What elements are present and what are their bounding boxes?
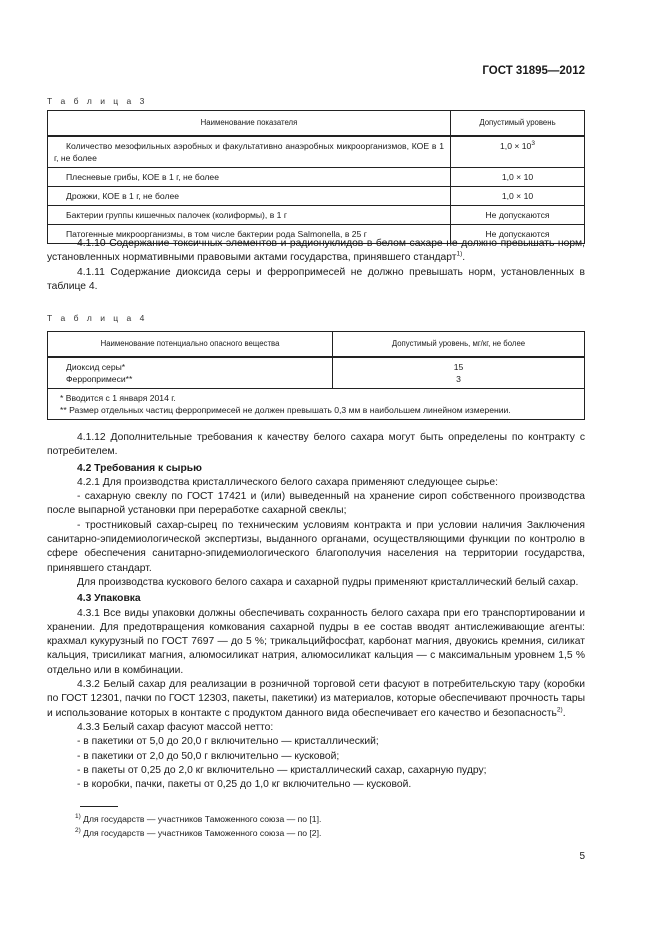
footnote-text: Для государств — участников Таможенного союза — по [2]. bbox=[83, 828, 322, 839]
footnote-text: Для государств — участников Таможенного союза — по [1]. bbox=[83, 814, 322, 824]
table-row bbox=[48, 187, 585, 206]
table3-header-name: Наименование показателя bbox=[48, 111, 451, 137]
table-row bbox=[48, 136, 585, 168]
table-note: * Вводится с 1 января 2014 г. bbox=[60, 393, 176, 403]
footnote bbox=[47, 812, 585, 826]
section-heading: 4.3 Упаковка bbox=[77, 593, 141, 605]
list-item: - в пакеты от 0,25 до 2,0 кг включительно — кристаллический сахар, сахарную пудру; bbox=[77, 764, 487, 776]
table3-header-value: Допустимый уровень bbox=[451, 111, 585, 137]
table4 bbox=[47, 331, 585, 420]
paragraph-4-3-2: 4.3.2 Белый сахар для реализации в розничной торговой сети фасуют в потребительскую тару (коробки по ГОСТ 12301, пачки по ГОСТ 12303, пакеты, пакетики) из материалов, которые обеспечивают прочность тары и использование которых в контакте с продуктом данного вида обеспечивает его качество и безопасность bbox=[47, 679, 585, 719]
table-row bbox=[48, 168, 585, 187]
section-heading: 4.2 Требования к сырью bbox=[77, 462, 202, 474]
paragraph-4-1-12: 4.1.12 Дополнительные требования к качеству белого сахара могут быть определены по контракту с потребителем. bbox=[47, 432, 585, 458]
table-note: ** Размер отдельных частиц ферропримесей не должен превышать 0,3 мм в наибольшем линейном измерении. bbox=[60, 405, 511, 415]
cell-name: Ферропримеси** bbox=[66, 374, 133, 384]
paragraph-4-2-1: 4.2.1 Для производства кристаллического белого сахара применяют следующее сырье: bbox=[77, 476, 498, 488]
table-row bbox=[48, 206, 585, 225]
page-number: 5 bbox=[579, 851, 585, 862]
cell-value: 3 bbox=[456, 374, 461, 384]
value-text: 1,0 × 10 bbox=[500, 141, 532, 151]
footnotes bbox=[47, 812, 585, 841]
footnote-ref: 1) bbox=[456, 250, 463, 258]
cell-value bbox=[451, 136, 585, 168]
cell-name: Дрожжи, КОЕ в 1 г, не более bbox=[48, 187, 451, 206]
cell-value: Не допускаются bbox=[451, 225, 585, 244]
cell-value: 1,0 × 10 bbox=[451, 168, 585, 187]
cell-name: Диоксид серы* bbox=[66, 362, 126, 372]
list-item: - тростниковый сахар-сырец по техническим условиям контракта и при условии наличия Заключения санитарно-эпидемиологической экспертизы, выданного органами, осуществляющими функции по контролю в сфере обеспечения санитарно-эпидемиологического благополучия населения на территории государства, принявшего стандарт. bbox=[47, 519, 585, 574]
cell-name: Плесневые грибы, КОЕ в 1 г, не более bbox=[48, 168, 451, 187]
paragraph-4-3-1: 4.3.1 Все виды упаковки должны обеспечивать сохранность белого сахара при его транспортировании и хранении. Для предотвращения комкования сахарной пудры в ее состав вводят антислеживающие агенты: крахмал кукурузный по ГОСТ 7697 — до 5 %; трикальцийфосфат, карбонат магния, двуокись кремния, силикат кальция, трисиликат магния, алюмосиликат натрия, алюмосиликат кальция — с максимальным уровнем 1,5 % отдельно или в комбинации. bbox=[47, 607, 585, 676]
paragraph-text: 4.1.10 Содержание токсичных элементов и радионуклидов в белом сахаре не должно превышать норм, установленных нормативными правовыми актами государства, принявшего стандарт bbox=[47, 238, 585, 264]
footnote-mark: 2) bbox=[75, 827, 81, 835]
paragraph-4-1-10: 4.1.10 Содержание токсичных элементов и радионуклидов в белом сахаре не должно превышать норм, установленных нормативными правовыми актами государства, принявшего стандарт$^{1)}$. 4.1.11 Содержание диоксида серы и ферропримесей не должно превышать норм, установленных в таблице 4. bbox=[47, 237, 585, 294]
footnote-mark: 1) bbox=[75, 813, 81, 821]
cell-name: Патогенные микроорганизмы, в том числе бактерии рода Salmonella, в 25 г bbox=[48, 225, 451, 244]
section-4-1-12-to-4-2: 4.1.12 Дополнительные требования к качеству белого сахара могут быть определены по контракту с потребителем. 4.2 Требования к сырью 4.2.1 Для производства кристаллического белого сахара применяют следующее сырье: - сахарную свеклу по ГОСТ 17421 и (или) выведенный на хранение сироп собственного производства после выпарной установки при переработке сахарной свеклы; - тростниковый сахар-сырец по техническим условиям контракта и при условии наличия Заключения санитарно-эпидемиологической экспертизы, выданного органами, осуществляющими функции по контролю в сфере обеспечения санитарно-эпидемиологического благополучия населения на территории государства, принявшего стандарт. Для производства кускового белого сахара и сахарной пудры применяют кристаллический белый сахар. 4.3 Упаковка 4.3.1 Все виды упаковки должны обеспечивать сохранность белого сахара при его транспортировании и хранении. Для предотвращения комкования сахарной пудры в ее состав вводят антислеживающие агенты: крахмал кукурузный по ГОСТ 7697 — до 5 %; трикальцийфосфат, карбонат магния, двуокись кремния, силикат кальция, трисиликат магния, алюмосиликат натрия, алюмосиликат кальция — с максимальным уровнем 1,5 % отдельно или в комбинации. 4.3.2 Белый сахар для реализации в розничной торговой сети фасуют в потребительскую тару (коробки по ГОСТ 12301, пачки по ГОСТ 12303, пакеты, пакетики) из материалов, которые обеспечивают прочность тары и использование которых в контакте с продуктом данного вида обеспечивает его качество и безопасность$^{2)}$. 4.3.3 Белый сахар фасуют массой нетто: - в пакетики от 5,0 до 20,0 г включительно — кристаллический; - в пакетики от 2,0 до 50,0 г включительно — кусковой; - в пакеты от 0,25 до 2,0 кг включительно — кристаллический сахар, сахарную пудру; - в коробки, пачки, пакеты от 0,25 до 1,0 кг включительно — кусковой. bbox=[47, 431, 585, 792]
table3 bbox=[47, 110, 585, 244]
cell-value: 1,0 × 10 bbox=[451, 187, 585, 206]
list-item: - сахарную свеклу по ГОСТ 17421 и (или) выведенный на хранение сироп собственного производства после выпарной установки при переработке сахарной свеклы; bbox=[47, 491, 585, 517]
cell-name: Бактерии группы кишечных палочек (колиформы), в 1 г bbox=[48, 206, 451, 225]
table4-header-name: Наименование потенциально опасного вещества bbox=[48, 332, 333, 358]
list-item: - в коробки, пачки, пакеты от 0,25 до 1,0 кг включительно — кусковой. bbox=[77, 779, 412, 791]
paragraph-4-3-3: 4.3.3 Белый сахар фасуют массой нетто: bbox=[77, 721, 274, 733]
cell-value: 15 bbox=[453, 362, 464, 372]
cell-name: Количество мезофильных аэробных и факультативно анаэробных микроорганизмов, КОЕ в 1 г, не более bbox=[48, 136, 451, 168]
footnote-ref: 2) bbox=[556, 706, 563, 714]
footnote-divider bbox=[80, 806, 118, 807]
table4-label: Т а б л и ц а 4 bbox=[47, 313, 148, 323]
superscript: 3 bbox=[531, 140, 535, 148]
table3-label: Т а б л и ц а 3 bbox=[47, 96, 148, 106]
table4-header-value: Допустимый уровень, мг/кг, не более bbox=[333, 332, 585, 358]
paragraph: Для производства кускового белого сахара и сахарной пудры применяют кристаллический белый сахар. bbox=[77, 576, 579, 588]
document-id: ГОСТ 31895—2012 bbox=[482, 65, 585, 77]
footnote bbox=[47, 826, 585, 840]
list-item: - в пакетики от 5,0 до 20,0 г включительно — кристаллический; bbox=[77, 736, 379, 748]
table-row bbox=[48, 357, 585, 389]
list-item: - в пакетики от 2,0 до 50,0 г включительно — кусковой; bbox=[77, 750, 340, 762]
cell-value: Не допускаются bbox=[451, 206, 585, 225]
paragraph-4-1-11: 4.1.11 Содержание диоксида серы и ферропримесей не должно превышать норм, установленных в таблице 4. bbox=[47, 266, 585, 292]
